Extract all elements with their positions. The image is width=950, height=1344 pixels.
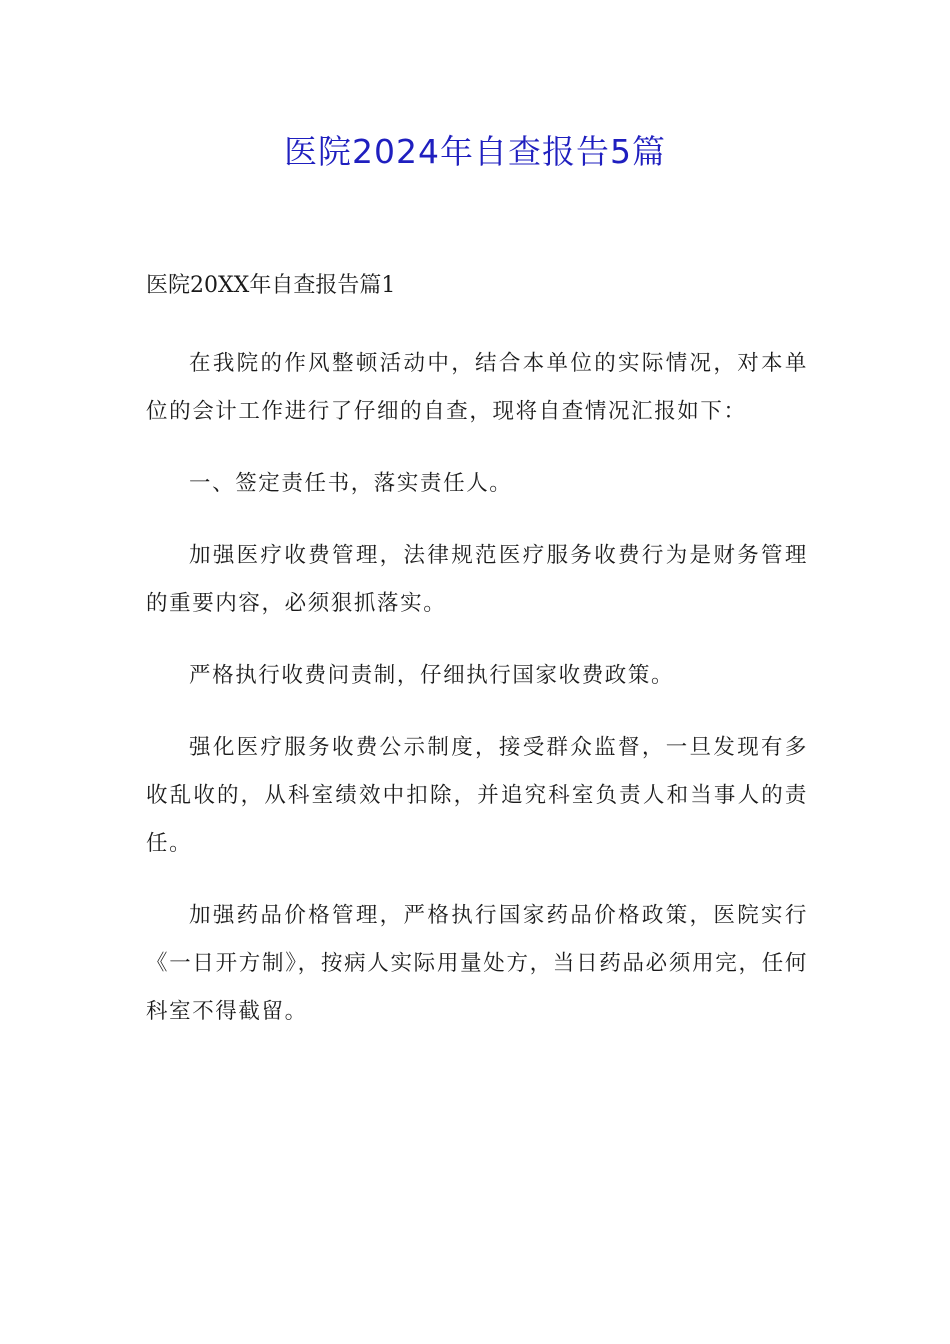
paragraph-intro: 在我院的作风整顿活动中，结合本单位的实际情况，对本单位的会计工作进行了仔细的自查，现将自查情况汇报如下： xyxy=(146,351,808,424)
paragraph-public-notice: 强化医疗服务收费公示制度，接受群众监督，一旦发现有多收乱收的，从科室绩效中扣除，并追究科室负责人和当事人的责任。 xyxy=(146,735,808,856)
document-body xyxy=(146,340,808,1060)
paragraph-fee-management: 加强医疗收费管理，法律规范医疗服务收费行为是财务管理的重要内容，必须狠抓落实。 xyxy=(146,543,808,616)
paragraph-accountability: 严格执行收费问责制，仔细执行国家收费政策。 xyxy=(189,663,675,688)
paragraph-item-one: 一、签定责任书，落实责任人。 xyxy=(189,471,513,496)
section-heading: 医院20XX年自查报告篇1 xyxy=(146,273,396,298)
document-title: 医院2024年自查报告5篇 xyxy=(284,132,666,171)
paragraph-drug-price: 加强药品价格管理，严格执行国家药品价格政策，医院实行《一日开方制》，按病人实际用量处方，当日药品必须用完，任何科室不得截留。 xyxy=(146,903,808,1024)
